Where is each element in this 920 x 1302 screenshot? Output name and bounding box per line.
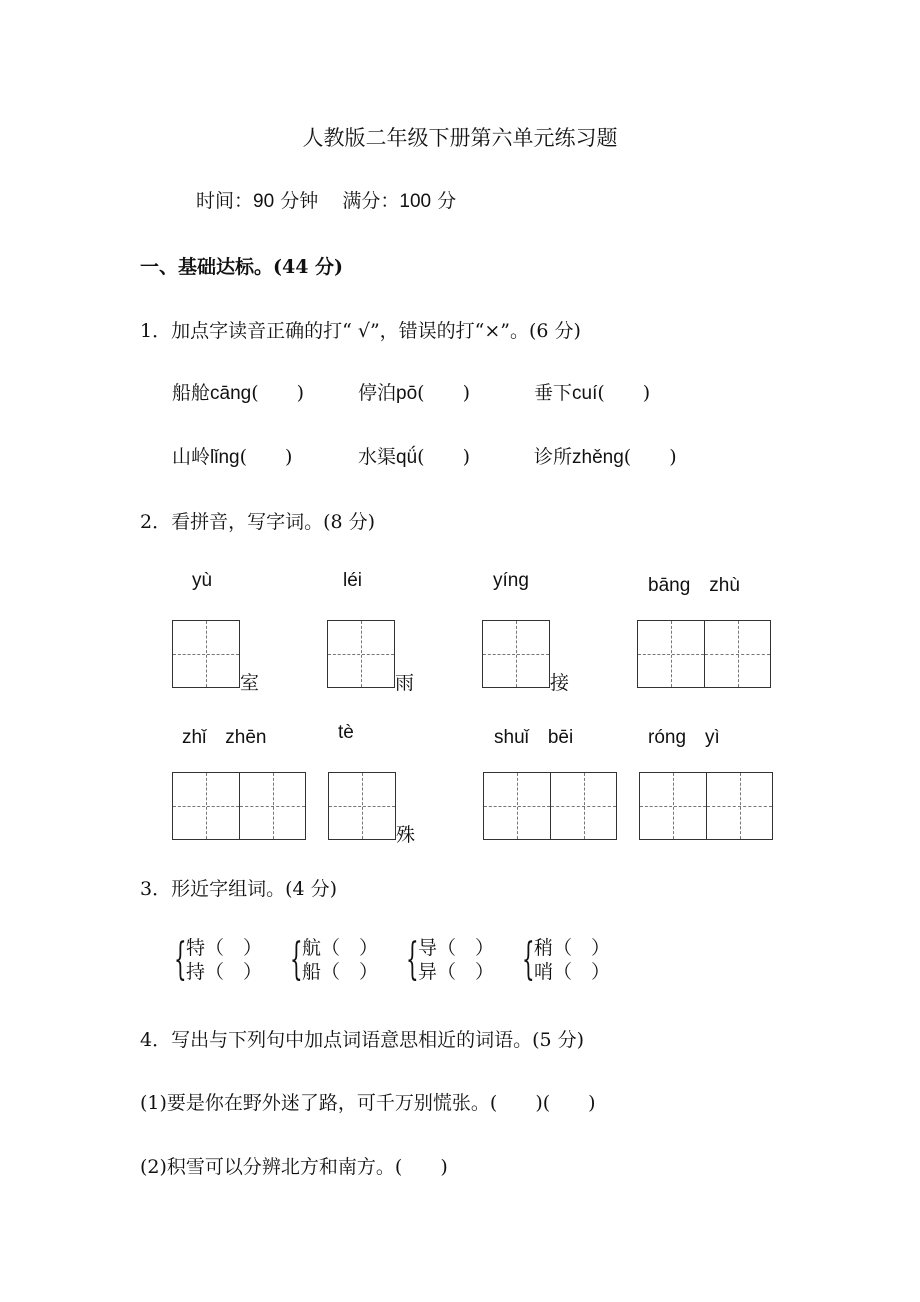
- grid-suffix: 雨: [395, 672, 415, 694]
- q1-item: 山岭lǐng( ): [172, 446, 293, 468]
- writing-grid[interactable]: [172, 772, 306, 840]
- q4-sentence-2: (2)积雪可以分辨北方和南方。( ): [140, 1156, 448, 1178]
- q3-prompt: 3．形近字组词。(4 分): [140, 878, 338, 900]
- q1-item: 诊所zhěng( ): [534, 446, 677, 468]
- char-pair: { 稍（ ） 哨（ ）: [522, 934, 611, 985]
- pinyin-label: tè: [338, 722, 354, 743]
- q1-item: 垂下cuí( ): [534, 382, 651, 404]
- brace-icon: {: [522, 934, 535, 985]
- time-value: 90: [253, 191, 275, 212]
- brace-icon: {: [290, 934, 303, 985]
- score-label: 满分：: [342, 190, 400, 212]
- pinyin-label: yù: [192, 570, 213, 591]
- pinyin-label: zhǐ zhēn: [182, 727, 267, 748]
- pinyin-label: yíng: [493, 570, 529, 591]
- page-title: 人教版二年级下册第六单元练习题: [302, 126, 618, 150]
- q4-prompt: 4．写出与下列句中加点词语意思相近的词语。(5 分): [140, 1029, 585, 1051]
- score-value: 100: [399, 191, 432, 212]
- char-pair: { 导（ ） 异（ ）: [406, 934, 495, 985]
- writing-grid[interactable]: [483, 772, 617, 840]
- writing-grid[interactable]: [637, 620, 771, 688]
- writing-grid[interactable]: [327, 620, 395, 688]
- pinyin-label: shuǐ bēi: [494, 727, 574, 748]
- grid-suffix: 接: [550, 672, 570, 694]
- q4-sentence-1: (1)要是你在野外迷了路，可千万别慌张。( )( ): [140, 1092, 596, 1114]
- q1-item: 停泊pō( ): [358, 382, 470, 404]
- writing-grid[interactable]: [482, 620, 550, 688]
- time-unit: 分钟: [280, 190, 319, 212]
- writing-grid[interactable]: [639, 772, 773, 840]
- writing-grid[interactable]: [172, 620, 240, 688]
- brace-icon: {: [406, 934, 419, 985]
- q2-prompt: 2．看拼音，写字词。(8 分): [140, 511, 376, 533]
- q1-prompt: 1．加点字读音正确的打“ √”，错误的打“×”。(6 分): [140, 320, 581, 342]
- exam-meta: [196, 186, 456, 213]
- pinyin-label: léi: [343, 570, 363, 591]
- char-pair: { 特（ ） 持（ ）: [174, 934, 263, 985]
- q1-item: 水渠qǘ( ): [358, 446, 470, 468]
- grid-suffix: 室: [240, 672, 260, 694]
- grid-suffix: 殊: [396, 824, 416, 846]
- pinyin-label: róng yì: [648, 727, 720, 748]
- brace-icon: {: [174, 934, 187, 985]
- score-unit: 分: [437, 190, 457, 212]
- char-pair: { 航（ ） 船（ ）: [290, 934, 379, 985]
- pinyin-label: bāng zhù: [648, 575, 740, 596]
- time-label: 时间：: [196, 190, 254, 212]
- writing-grid[interactable]: [328, 772, 396, 840]
- q1-item: 船舱cāng( ): [172, 382, 305, 404]
- section-heading: 一、基础达标。(44 分): [140, 256, 344, 278]
